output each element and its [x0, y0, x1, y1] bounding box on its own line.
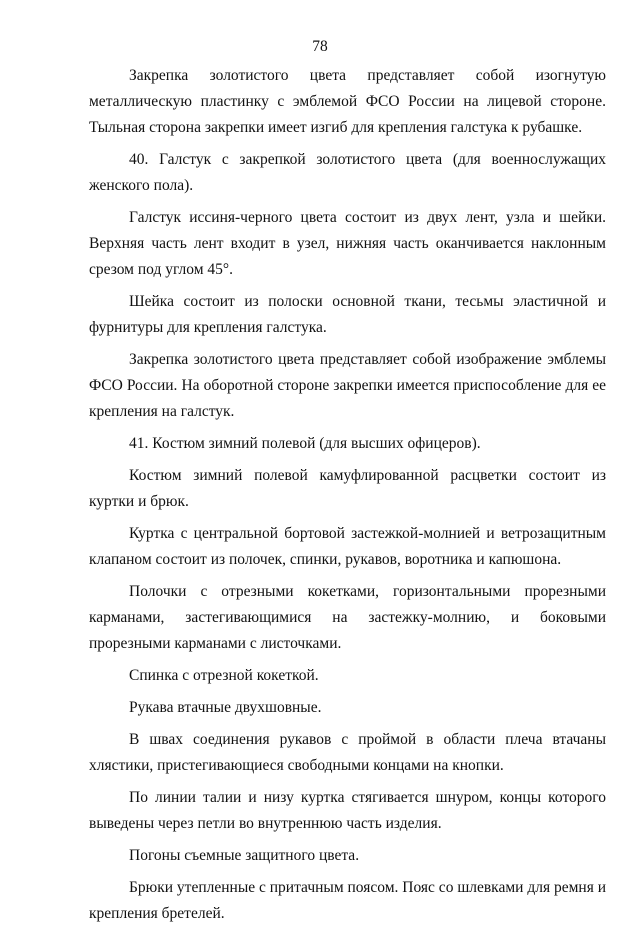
paragraph-item-40-heading: 40. Галстук с закрепкой золотистого цвета (для военнослужащих женского пола).	[89, 151, 606, 194]
paragraph-jacket: Куртка с центральной бортовой застежкой-молнией и ветрозащитным клапаном состоит из полочек, спинки, рукавов, воротника и капюшона.	[89, 525, 606, 568]
paragraph-waist-cord: По линии талии и низу куртка стягивается шнуром, концы которого выведены через петли во внутреннюю часть изделия.	[89, 789, 606, 832]
paragraph-item-41-heading: 41. Костюм зимний полевой (для высших офицеров).	[129, 435, 481, 452]
page-number: 78	[312, 38, 328, 55]
paragraph-front-panels: Полочки с отрезными кокетками, горизонтальными прорезными карманами, застегивающимися на застежку-молнию, и боковыми прорезными карманами с листочками.	[89, 583, 606, 652]
paragraph-suit-composition: Костюм зимний полевой камуфлированной расцветки состоит из куртки и брюк.	[89, 467, 606, 510]
paragraph-tie-clip-female: Закрепка золотистого цвета представляет собой изображение эмблемы ФСО России. На оборотной стороне закрепки имеется приспособление для ее крепления на галстук.	[89, 351, 606, 420]
paragraph-sleeves: Рукава втачные двухшовные.	[129, 699, 322, 716]
document-body	[89, 63, 606, 933]
paragraph-tie-neck: Шейка состоит из полоски основной ткани, тесьмы эластичной и фурнитуры для крепления галстука.	[89, 293, 606, 336]
paragraph-shoulder-boards: Погоны съемные защитного цвета.	[129, 847, 360, 864]
paragraph-tie-description: Галстук иссиня-черного цвета состоит из двух лент, узла и шейки. Верхняя часть лент входит в узел, нижняя часть оканчивается наклонным срезом под углом 45°.	[89, 209, 606, 278]
paragraph-back: Спинка с отрезной кокеткой.	[129, 667, 319, 684]
paragraph-tabs: В швах соединения рукавов с проймой в области плеча втачаны хлястики, пристегивающиеся свободными концами на кнопки.	[89, 731, 606, 774]
paragraph-trousers: Брюки утепленные с притачным поясом. Пояс со шлевками для ремня и крепления бретелей.	[89, 879, 606, 922]
paragraph-tie-clip-male: Закрепка золотистого цвета представляет собой изогнутую металлическую пластинку с эмблемой ФСО России на лицевой стороне. Тыльная сторона закрепки имеет изгиб для крепления галстука к рубашке.	[89, 67, 606, 136]
